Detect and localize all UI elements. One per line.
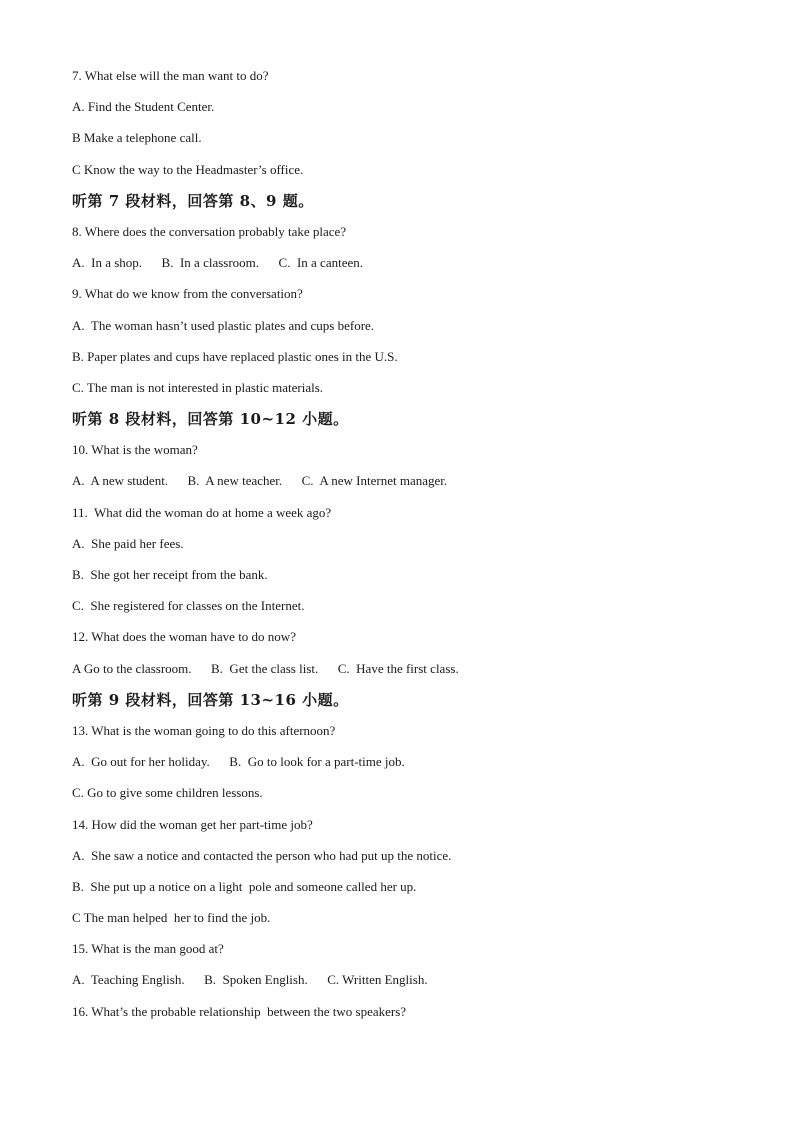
answer-option: A. Teaching English. B. Spoken English. C. Written English. xyxy=(72,972,428,988)
document-page xyxy=(72,66,722,1033)
question-text: 10. What is the woman? xyxy=(72,442,198,458)
question-text: 11. What did the woman do at home a week ago? xyxy=(72,504,332,520)
answer-option: C. She registered for classes on the Internet. xyxy=(72,598,305,614)
answer-option: A. Find the Student Center. xyxy=(72,99,215,115)
question-text: 8. Where does the conversation probably take place? xyxy=(72,223,347,239)
question-text: 7. What else will the man want to do? xyxy=(72,68,269,83)
question-text: 14. How did the woman get her part-time job? xyxy=(72,816,313,832)
section-heading: 听第 7 段材料，回答第 8、9 题。 xyxy=(72,191,314,210)
answer-option: C The man helped her to find the job. xyxy=(72,910,271,926)
question-text: 13. What is the woman going to do this afternoon? xyxy=(72,722,336,738)
answer-option: A. Go out for her holiday. B. Go to look for a part-time job. xyxy=(72,754,405,770)
section-heading: 听第 8 段材料，回答第 10~12 小题。 xyxy=(72,410,349,429)
answer-option: B. She put up a notice on a light pole and someone called her up. xyxy=(72,878,417,894)
answer-option: A. She paid her fees. xyxy=(72,535,184,551)
answer-option: C. The man is not interested in plastic materials. xyxy=(72,379,324,395)
question-text: 16. What’s the probable relationship between the two speakers? xyxy=(72,1003,407,1019)
question-text: 12. What does the woman have to do now? xyxy=(72,629,296,645)
answer-option: B Make a telephone call. xyxy=(72,130,202,146)
answer-option: A. She saw a notice and contacted the person who had put up the notice. xyxy=(72,847,452,863)
section-heading: 听第 9 段材料，回答第 13~16 小题。 xyxy=(72,690,349,709)
answer-option: C. Go to give some children lessons. xyxy=(72,785,263,801)
answer-option: A. A new student. B. A new teacher. C. A new Internet manager. xyxy=(72,473,448,489)
answer-option: B. Paper plates and cups have replaced plastic ones in the U.S. xyxy=(72,348,398,364)
answer-option: C Know the way to the Headmaster’s office. xyxy=(72,161,304,177)
question-text: 15. What is the man good at? xyxy=(72,941,224,957)
answer-option: A. The woman hasn’t used plastic plates and cups before. xyxy=(72,317,375,333)
question-text: 9. What do we know from the conversation? xyxy=(72,286,303,302)
answer-option: B. She got her receipt from the bank. xyxy=(72,567,268,582)
answer-option: A Go to the classroom. B. Get the class list. C. Have the first class. xyxy=(72,660,459,676)
answer-option: A. In a shop. B. In a classroom. C. In a canteen. xyxy=(72,255,363,271)
